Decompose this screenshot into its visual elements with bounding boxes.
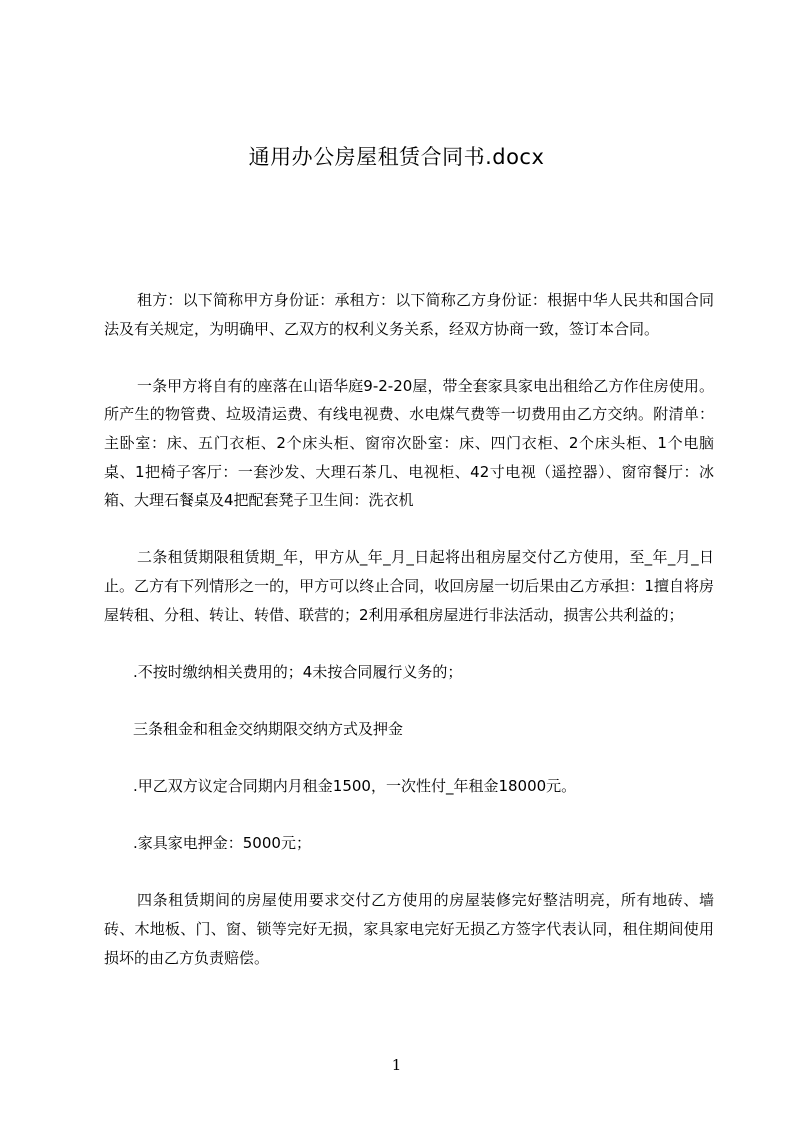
paragraph-article-2: 二条租赁期限租赁期_年，甲方从_年_月_日起将出租房屋交付乙方使用，至_年_月_日止。乙方有下列情形之一的，甲方可以终止合同，收回房屋一切后果由乙方承担：1擅自将房屋转租、分租、转让、转借、联营的；2利用承租房屋进行非法活动，损害公共利益的； [104, 548, 714, 624]
paragraph-article-1: 一条甲方将自有的座落在山语华庭9-2-20屋，带全套家具家电出租给乙方作住房使用。所产生的物管费、垃圾清运费、有线电视费、水电煤气费等一切费用由乙方交纳。附清单：主卧室：床、五门衣柜、2个床头柜、窗帘次卧室：床、四门衣柜、2个床头柜、1个电脑桌、1把椅子客厅：一套沙发、大理石茶几、电视柜、42寸电视（遥控器）、窗帘餐厅：冰箱、大理石餐桌及4把配套凳子卫生间：洗衣机 [104, 376, 714, 510]
paragraph-preamble: 租方：以下简称甲方身份证：承租方：以下简称乙方身份证：根据中华人民共和国合同法及有关规定，为明确甲、乙双方的权利义务关系，经双方协商一致，签订本合同。 [104, 291, 714, 338]
paragraph-gap [104, 686, 714, 715]
document-title: 通用办公房屋租赁合同书.docx [248, 145, 545, 169]
paragraph-deposit: .家具家电押金：5000元； [133, 834, 311, 853]
paragraph-gap [104, 801, 714, 830]
paragraph-gap [104, 858, 714, 887]
paragraph-gap [104, 744, 714, 773]
paragraph-article-3-heading: 三条租金和租金交纳期限交纳方式及押金 [133, 719, 404, 738]
paragraph-gap [104, 629, 714, 658]
page-number: 1 [391, 1056, 402, 1074]
document-body [104, 286, 714, 972]
paragraph-item-3-4: .不按时缴纳相关费用的；4未按合同履行义务的； [133, 662, 463, 681]
paragraph-gap [104, 515, 714, 544]
paragraph-rent-amount: .甲乙双方议定合同期内月租金1500，一次性付_年租金18000元。 [133, 777, 577, 796]
paragraph-gap [104, 343, 714, 372]
paragraph-article-4: 四条租赁期间的房屋使用要求交付乙方使用的房屋装修完好整洁明亮，所有地砖、墙砖、木地板、门、窗、锁等完好无损，家具家电完好无损乙方签字代表认同，租住期间使用损坏的由乙方负责赔偿。 [104, 891, 714, 967]
